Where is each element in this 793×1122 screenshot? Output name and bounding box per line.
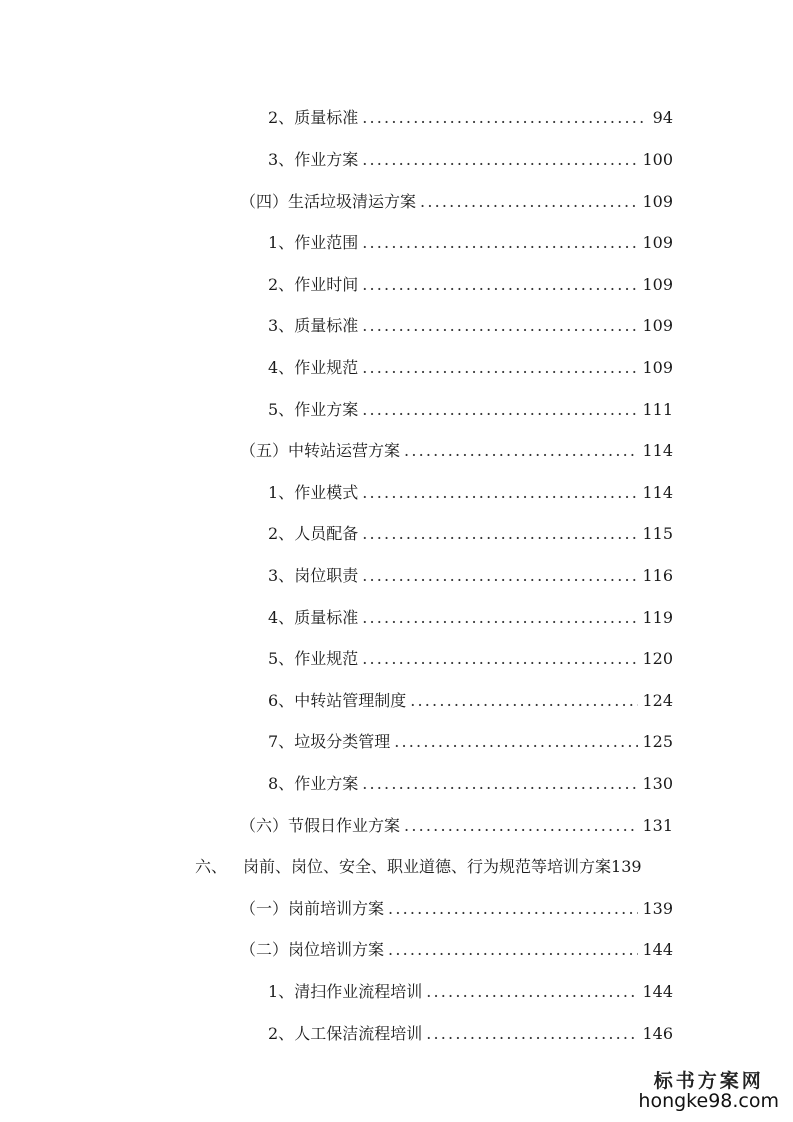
toc-entry-page: 146 (642, 1024, 673, 1043)
toc-leader-dots (362, 108, 645, 127)
toc-entry-title: 质量标准 (294, 108, 359, 127)
toc-entry-title: 人员配备 (294, 524, 359, 543)
toc-entry[interactable] (268, 605, 673, 629)
toc-leader-dots (404, 816, 638, 835)
toc-entry-title: 节假日作业方案 (288, 816, 401, 835)
toc-entry-number: 8、 (268, 774, 295, 793)
toc-entry-number: 5、 (268, 649, 295, 668)
toc-leader-dots (404, 441, 638, 460)
site-watermark (638, 1072, 779, 1112)
toc-leader-dots (426, 982, 638, 1001)
toc-entry[interactable] (268, 771, 673, 795)
toc-leader-dots (362, 275, 638, 294)
toc-entry[interactable] (240, 189, 673, 213)
toc-leader-dots (388, 899, 638, 918)
toc-entry-title: 垃圾分类管理 (294, 732, 391, 751)
toc-entry-number: 2、 (268, 108, 295, 127)
toc-entry-number: 六、 (195, 857, 228, 876)
toc-entry-title: 作业规范 (294, 649, 359, 668)
toc-entry-title: 作业规范 (294, 358, 359, 377)
toc-entry-page: 109 (642, 358, 673, 377)
toc-entry-number: 3、 (268, 150, 295, 169)
toc-leader-dots (362, 608, 638, 627)
toc-entry[interactable] (268, 521, 673, 545)
toc-leader-dots (420, 192, 638, 211)
toc-entry[interactable] (268, 272, 673, 296)
toc-entry-page: 144 (642, 982, 673, 1001)
toc-entry[interactable] (268, 147, 673, 171)
toc-entry-number: 4、 (268, 358, 295, 377)
toc-entry[interactable] (195, 854, 699, 878)
toc-entry[interactable] (268, 313, 673, 337)
toc-entry[interactable] (268, 480, 673, 504)
toc-entry-title: 质量标准 (294, 608, 359, 627)
toc-entry-number: （二） (240, 940, 289, 959)
toc-entry-page: 120 (642, 649, 673, 668)
toc-entry-title: 生活垃圾清运方案 (288, 192, 417, 211)
toc-entry-number: 1、 (268, 233, 295, 252)
toc-entry-number: （四） (240, 192, 289, 211)
watermark-name: 标书方案网 (653, 1070, 764, 1093)
toc-entry-page: 130 (642, 774, 673, 793)
toc-entry-page: 116 (642, 566, 673, 585)
toc-leader-dots (362, 233, 638, 252)
toc-entry-page: 119 (642, 608, 673, 627)
toc-entry-page: 109 (642, 192, 673, 211)
toc-leader-dots (362, 400, 638, 419)
toc-entry[interactable] (240, 937, 673, 961)
toc-entry-number: 2、 (268, 275, 295, 294)
toc-entry-page: 114 (642, 441, 673, 460)
toc-leader-dots (362, 483, 638, 502)
toc-entry-page: 125 (642, 732, 673, 751)
toc-entry-page: 114 (642, 483, 673, 502)
toc-entry[interactable] (268, 979, 673, 1003)
toc-entry-title: 作业方案 (294, 774, 359, 793)
toc-entry-page: 109 (642, 316, 673, 335)
toc-entry-title: 岗前、岗位、安全、职业道德、行为规范等培训方案 (243, 857, 612, 876)
toc-entry-title: 作业模式 (294, 483, 359, 502)
toc-entry[interactable] (268, 646, 673, 670)
toc-leader-dots (362, 316, 638, 335)
toc-leader-dots (410, 691, 638, 710)
toc-entry-number: 6、 (268, 691, 295, 710)
toc-entry-number: 2、 (268, 1024, 295, 1043)
toc-entry-title: 人工保洁流程培训 (294, 1024, 423, 1043)
toc-entry-page: 139 (611, 857, 642, 876)
toc-entry-title: 清扫作业流程培训 (294, 982, 423, 1001)
toc-entry-page: 131 (642, 816, 673, 835)
toc-leader-dots (394, 732, 638, 751)
toc-entry-number: （一） (240, 899, 289, 918)
toc-entry[interactable] (240, 438, 673, 462)
toc-entry[interactable] (268, 729, 673, 753)
toc-leader-dots (362, 774, 638, 793)
toc-leader-dots (362, 150, 638, 169)
toc-entry-page: 124 (642, 691, 673, 710)
toc-entry-number: （六） (240, 816, 289, 835)
toc-entry-title: 作业范围 (294, 233, 359, 252)
toc-leader-dots (362, 358, 638, 377)
toc-entry-number: 1、 (268, 982, 295, 1001)
toc-entry-page: 139 (642, 899, 673, 918)
toc-entry-title: 岗位职责 (294, 566, 359, 585)
toc-entry-title: 作业时间 (294, 275, 359, 294)
toc-entry[interactable] (240, 813, 673, 837)
toc-entry-title: 岗前培训方案 (288, 899, 385, 918)
toc-entry-number: （五） (240, 441, 289, 460)
toc-entry-number: 2、 (268, 524, 295, 543)
toc-entry-number: 4、 (268, 608, 295, 627)
toc-entry-title: 岗位培训方案 (288, 940, 385, 959)
toc-entry[interactable] (268, 355, 673, 379)
toc-entry-title: 作业方案 (294, 400, 359, 419)
toc-entry-number: 5、 (268, 400, 295, 419)
toc-entry-page: 94 (652, 108, 673, 127)
toc-entry-page: 109 (642, 275, 673, 294)
toc-leader-dots (362, 524, 638, 543)
toc-entry[interactable] (240, 896, 673, 920)
toc-entry-title: 作业方案 (294, 150, 359, 169)
toc-entry-page: 115 (642, 524, 673, 543)
toc-entry-page: 144 (642, 940, 673, 959)
toc-entry[interactable] (268, 563, 673, 587)
toc-entry-title: 中转站管理制度 (294, 691, 407, 710)
toc-leader-dots (426, 1024, 638, 1043)
toc-entry-number: 3、 (268, 316, 295, 335)
toc-entry-page: 100 (642, 150, 673, 169)
toc-entry-number: 3、 (268, 566, 295, 585)
toc-entry-number: 1、 (268, 483, 295, 502)
toc-leader-dots (362, 649, 638, 668)
toc-entry[interactable] (268, 397, 673, 421)
watermark-url: hongke98.com (638, 1090, 779, 1113)
toc-leader-dots (362, 566, 638, 585)
toc-entry-page: 111 (642, 400, 673, 419)
toc-entry[interactable] (268, 105, 673, 129)
toc-leader-dots (388, 940, 638, 959)
toc-entry[interactable] (268, 230, 673, 254)
toc-entry-number: 7、 (268, 732, 295, 751)
toc-entry[interactable] (268, 1021, 673, 1045)
toc-entry-page: 109 (642, 233, 673, 252)
toc-entry-title: 质量标准 (294, 316, 359, 335)
toc-entry-title: 中转站运营方案 (288, 441, 401, 460)
toc-entry[interactable] (268, 688, 673, 712)
